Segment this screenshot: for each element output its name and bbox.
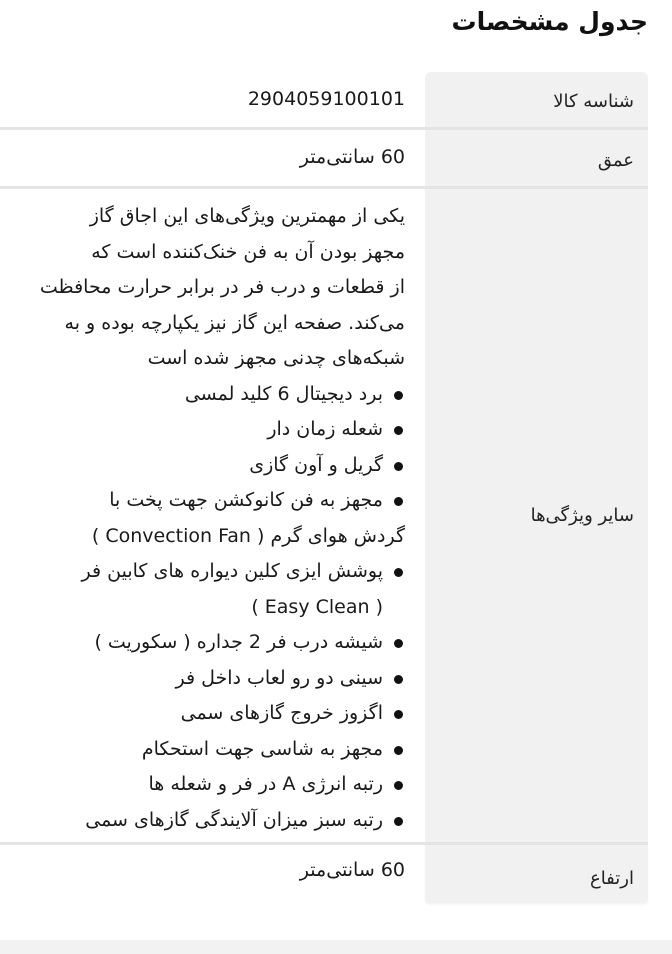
feature-text: مجهز به فن کانوکشن جهت پخت با	[109, 489, 383, 511]
feature-text: سینی دو رو لعاب داخل فر	[175, 666, 383, 689]
description-line: شبکه‌های چدنی مجهز شده است	[147, 347, 405, 369]
feature-text: برد دیجیتال 6 کلید لمسی	[184, 382, 383, 405]
feature-item	[16, 483, 405, 554]
spec-table	[0, 72, 648, 903]
spec-value-other-features	[0, 189, 425, 842]
feature-text: رتبه انرژی A در فر و شعله ها	[148, 773, 383, 795]
spec-label-height: ارتفاع	[425, 845, 648, 903]
description-line: یکی از مهمترین ویژگی‌های این اجاق گاز	[89, 205, 405, 227]
spec-label-product-id: شناسه کالا	[425, 72, 648, 127]
feature-text: شیشه درب فر 2 جداره ( سکوریت )	[94, 631, 383, 653]
feature-item	[16, 767, 405, 803]
features-bullet-list	[16, 377, 405, 839]
feature-item	[16, 732, 405, 768]
feature-item	[16, 448, 405, 484]
feature-text-continued: ( Easy Clean )	[251, 595, 383, 618]
features-description	[16, 199, 405, 377]
spec-row-height	[0, 845, 648, 903]
description-line: از قطعات و درب فر در برابر حرارت محافظت	[39, 276, 405, 298]
spec-row-other-features	[0, 189, 648, 845]
spec-label-other-features: سایر ویژگی‌ها	[425, 189, 648, 842]
product-id-value: 2904059100101	[247, 88, 405, 110]
spec-value-height: 60 سانتی‌متر	[299, 859, 405, 881]
feature-text: رتبه سبز میزان آلایندگی گازهای سمی	[85, 808, 383, 831]
bottom-section-divider	[0, 940, 672, 954]
spec-value-product-id	[0, 72, 425, 127]
page-title: جدول مشخصات	[451, 7, 648, 36]
feature-text: اگزوز خروج گازهای سمی	[180, 702, 383, 724]
feature-item	[16, 803, 405, 839]
spec-value-depth: 60 سانتی‌متر	[299, 146, 405, 168]
feature-text: گریل و آون گازی	[249, 453, 383, 476]
spec-row-depth	[0, 130, 648, 189]
description-line: می‌کند. صفحه این گاز نیز یکپارچه بوده و به	[64, 311, 405, 334]
spec-row-product-id	[0, 72, 648, 130]
feature-text-continued: گردش هوای گرم ( Convection Fan )	[91, 524, 405, 547]
feature-text: شعله زمان دار	[267, 418, 383, 440]
feature-item	[16, 554, 405, 625]
feature-item	[16, 412, 405, 448]
feature-item	[16, 696, 405, 732]
description-line: مجهز بودن آن به فن خنک‌کننده است که	[91, 240, 405, 263]
spec-label-depth: عمق	[425, 130, 648, 186]
feature-item	[16, 377, 405, 413]
feature-text: پوشش ایزی کلین دیواره های کابین فر	[81, 560, 383, 582]
feature-text: مجهز به شاسی جهت استحکام	[141, 737, 383, 760]
feature-item	[16, 625, 405, 661]
feature-item	[16, 661, 405, 697]
